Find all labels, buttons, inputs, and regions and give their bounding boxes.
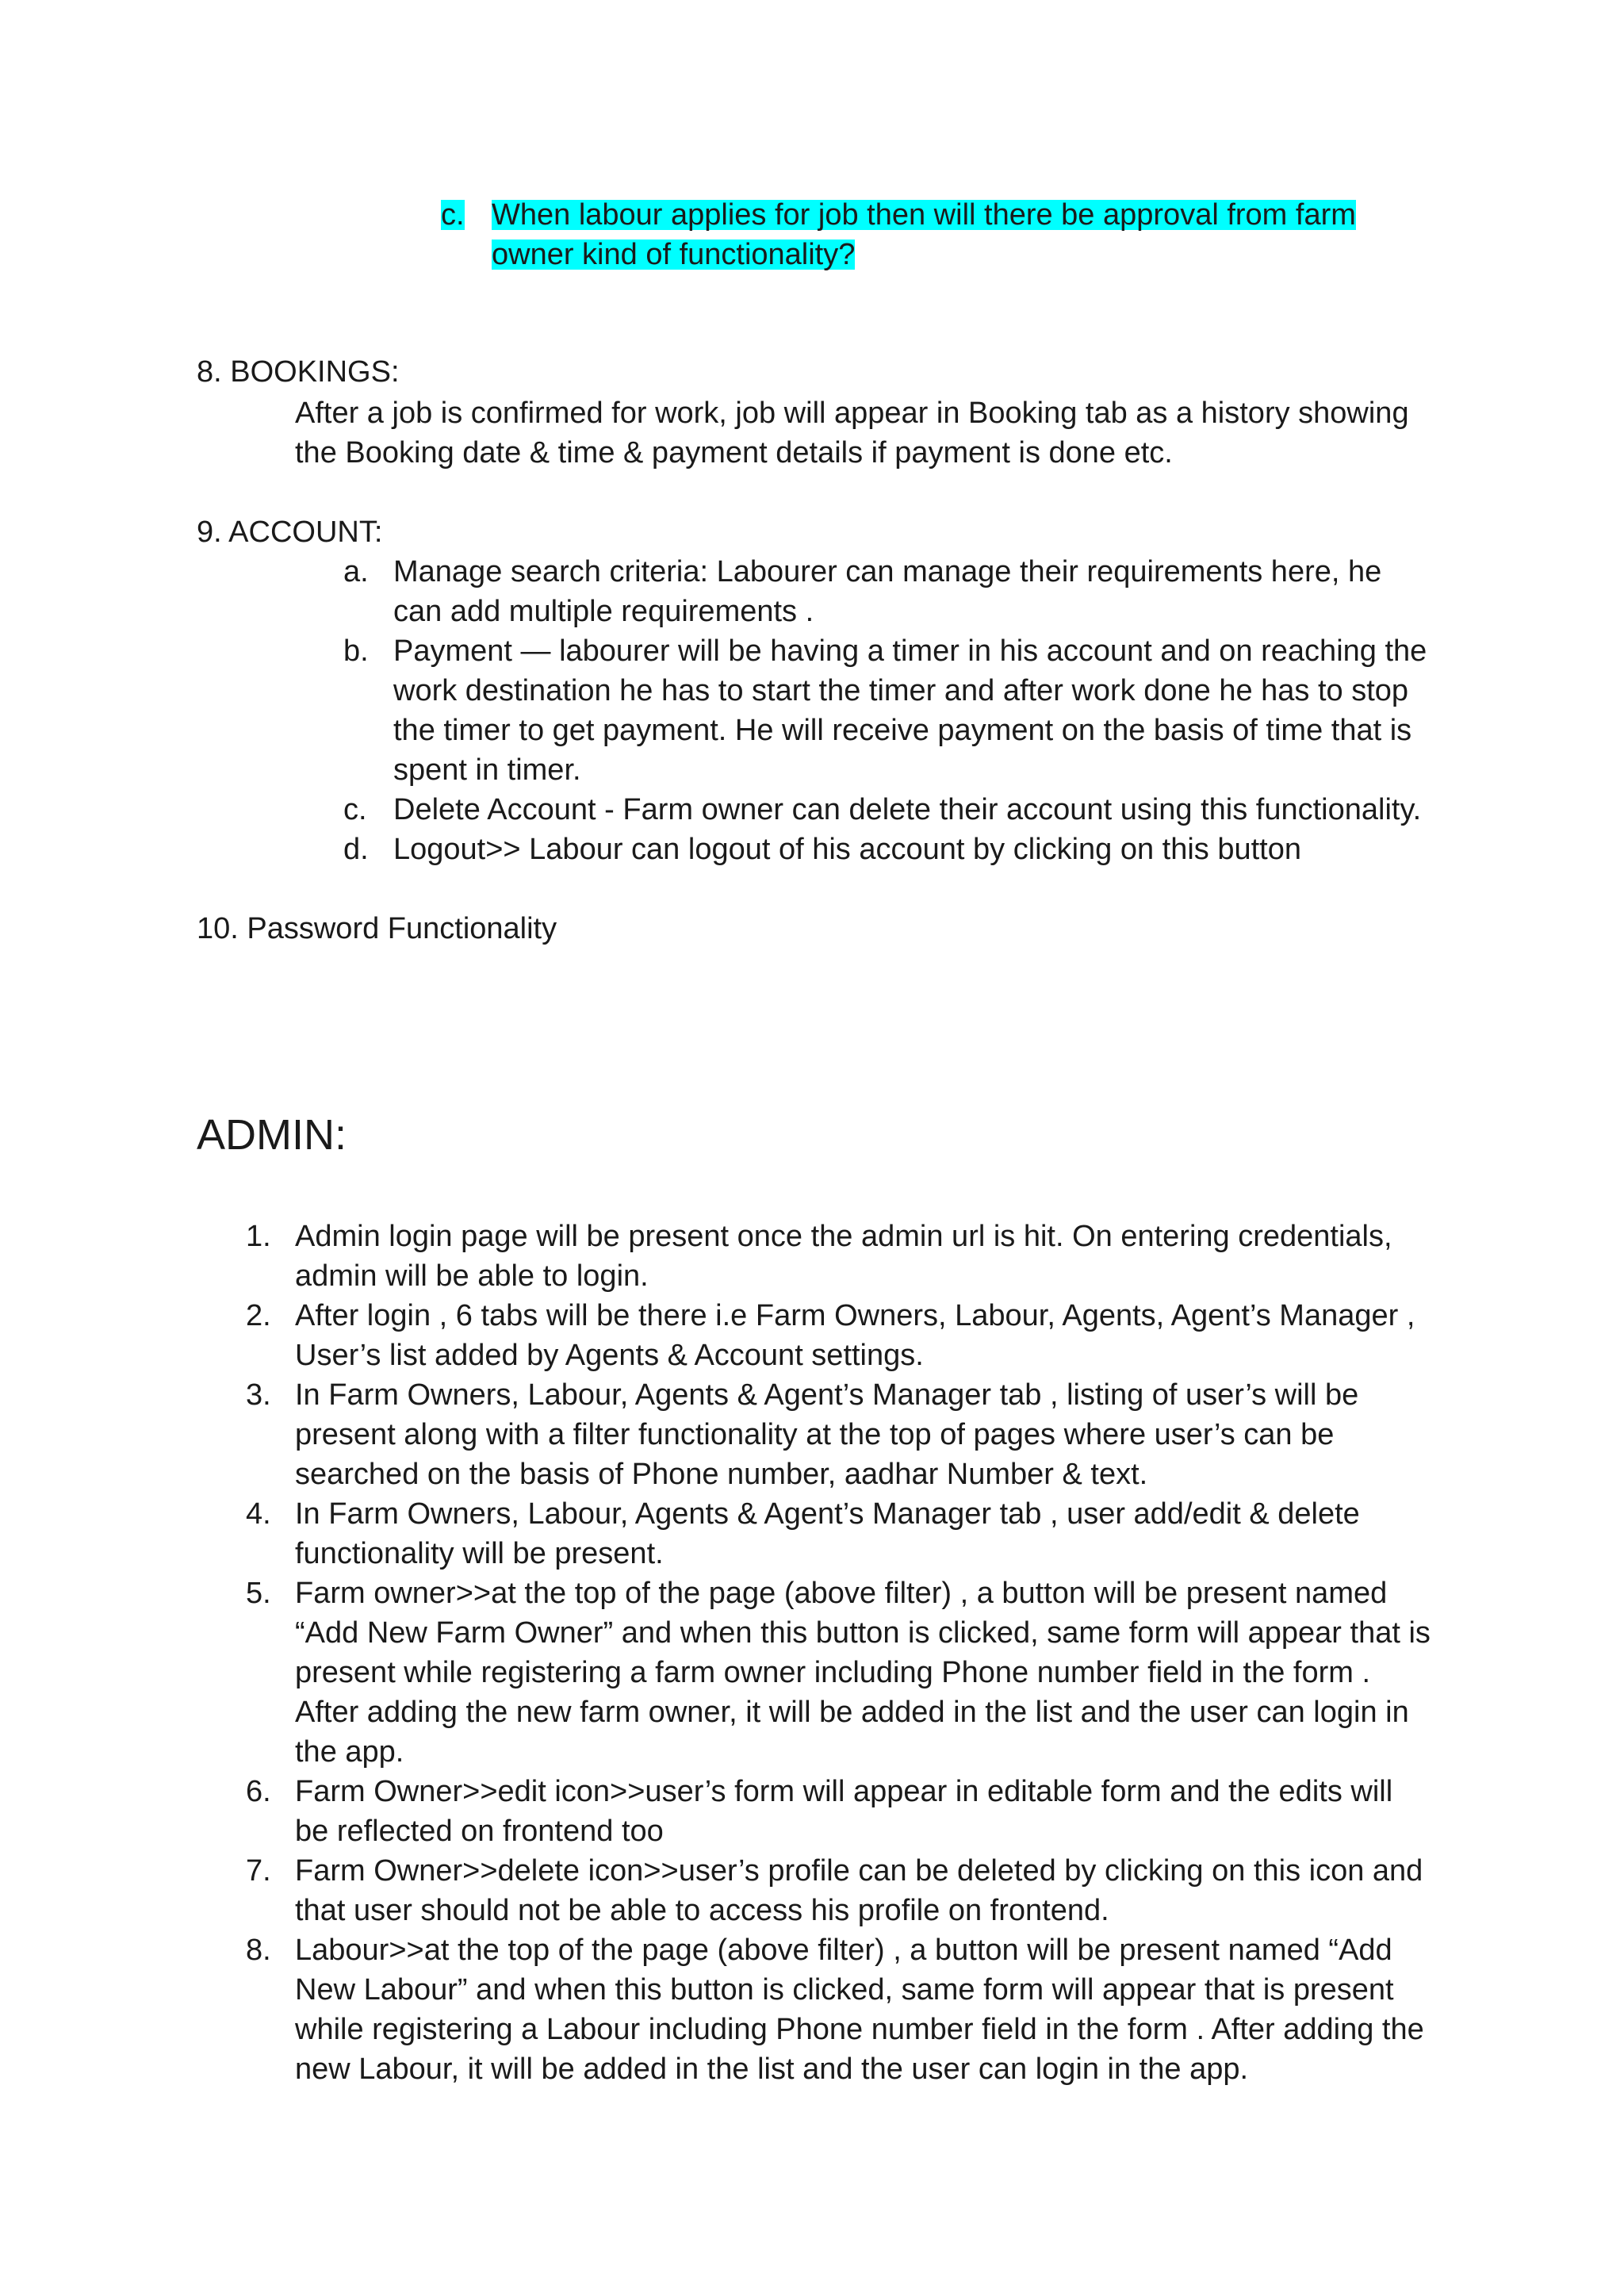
list-marker: 8. — [246, 1934, 271, 1967]
list-marker: a. — [343, 555, 369, 588]
list-item-line: Farm Owner>>edit icon>>user’s form will appear in editable form and the edits will — [295, 1775, 1393, 1808]
admin-heading: ADMIN: — [197, 1111, 347, 1159]
list-item-line: present while registering a farm owner including Phone number field in the form . — [295, 1656, 1371, 1689]
list-item-line: searched on the basis of Phone number, aadhar Number & text. — [295, 1458, 1148, 1491]
list-marker: c. — [343, 793, 367, 826]
list-marker: d. — [343, 833, 369, 866]
list-item-line: the app. — [295, 1735, 404, 1769]
list-item-line: “Add New Farm Owner” and when this button is clicked, same form will appear that is — [295, 1616, 1431, 1650]
list-item-line: When labour applies for job then will there be approval from farm — [492, 198, 1356, 232]
list-item-line: work destination he has to start the timer and after work done he has to stop — [393, 674, 1409, 707]
list-item-line: new Labour, it will be added in the list and the user can login in the app. — [295, 2053, 1249, 2086]
list-marker: c. — [441, 198, 465, 232]
list-item-line: Delete Account - Farm owner can delete their account using this functionality. — [393, 793, 1422, 826]
list-item-line: Labour>>at the top of the page (above filter) , a button will be present named “Add — [295, 1934, 1392, 1967]
list-item-line: After login , 6 tabs will be there i.e Farm Owners, Labour, Agents, Agent’s Manager , — [295, 1299, 1415, 1332]
list-item-line: admin will be able to login. — [295, 1259, 649, 1293]
list-item-line: while registering a Labour including Phone number field in the form . After adding the — [295, 2013, 1424, 2046]
section-heading: 10. Password Functionality — [197, 912, 557, 945]
list-item-line: Manage search criteria: Labourer can manage their requirements here, he — [393, 555, 1382, 588]
list-item-line: functionality will be present. — [295, 1537, 664, 1570]
section-heading: 9. ACCOUNT: — [197, 516, 383, 549]
list-item-line: In Farm Owners, Labour, Agents & Agent’s Manager tab , listing of user’s will be — [295, 1378, 1359, 1412]
list-item-line: can add multiple requirements . — [393, 595, 814, 628]
list-marker: 7. — [246, 1854, 271, 1888]
list-item-line: be reflected on frontend too — [295, 1815, 664, 1848]
list-item-line: User’s list added by Agents & Account settings. — [295, 1339, 924, 1372]
list-item-line: New Labour” and when this button is clicked, same form will appear that is present — [295, 1973, 1394, 2007]
list-item-line: After adding the new farm owner, it will be added in the list and the user can login in — [295, 1696, 1409, 1729]
list-marker: 3. — [246, 1378, 271, 1412]
list-item-line: Payment — labourer will be having a timer in his account and on reaching the — [393, 634, 1427, 668]
list-item-line: Logout>> Labour can logout of his account by clicking on this button — [393, 833, 1302, 866]
list-item-line: spent in timer. — [393, 753, 581, 787]
list-marker: 6. — [246, 1775, 271, 1808]
list-item-line: Admin login page will be present once the admin url is hit. On entering credentials, — [295, 1220, 1392, 1253]
paragraph-line: the Booking date & time & payment details if payment is done etc. — [295, 436, 1173, 470]
list-item-line: that user should not be able to access his profile on frontend. — [295, 1894, 1109, 1927]
section-heading: 8. BOOKINGS: — [197, 355, 400, 389]
list-marker: 5. — [246, 1577, 271, 1610]
list-item-line: present along with a filter functionality at the top of pages where user’s can be — [295, 1418, 1335, 1451]
list-item-line: In Farm Owners, Labour, Agents & Agent’s Manager tab , user add/edit & delete — [295, 1497, 1360, 1531]
list-item-line: the timer to get payment. He will receive payment on the basis of time that is — [393, 714, 1412, 747]
list-item-line: owner kind of functionality? — [492, 238, 856, 271]
list-marker: 4. — [246, 1497, 271, 1531]
list-item-line: Farm owner>>at the top of the page (above filter) , a button will be present named — [295, 1577, 1388, 1610]
list-marker: b. — [343, 634, 369, 668]
list-marker: 1. — [246, 1220, 271, 1253]
paragraph-line: After a job is confirmed for work, job will appear in Booking tab as a history showing — [295, 397, 1409, 430]
list-marker: 2. — [246, 1299, 271, 1332]
list-item-line: Farm Owner>>delete icon>>user’s profile can be deleted by clicking on this icon and — [295, 1854, 1423, 1888]
